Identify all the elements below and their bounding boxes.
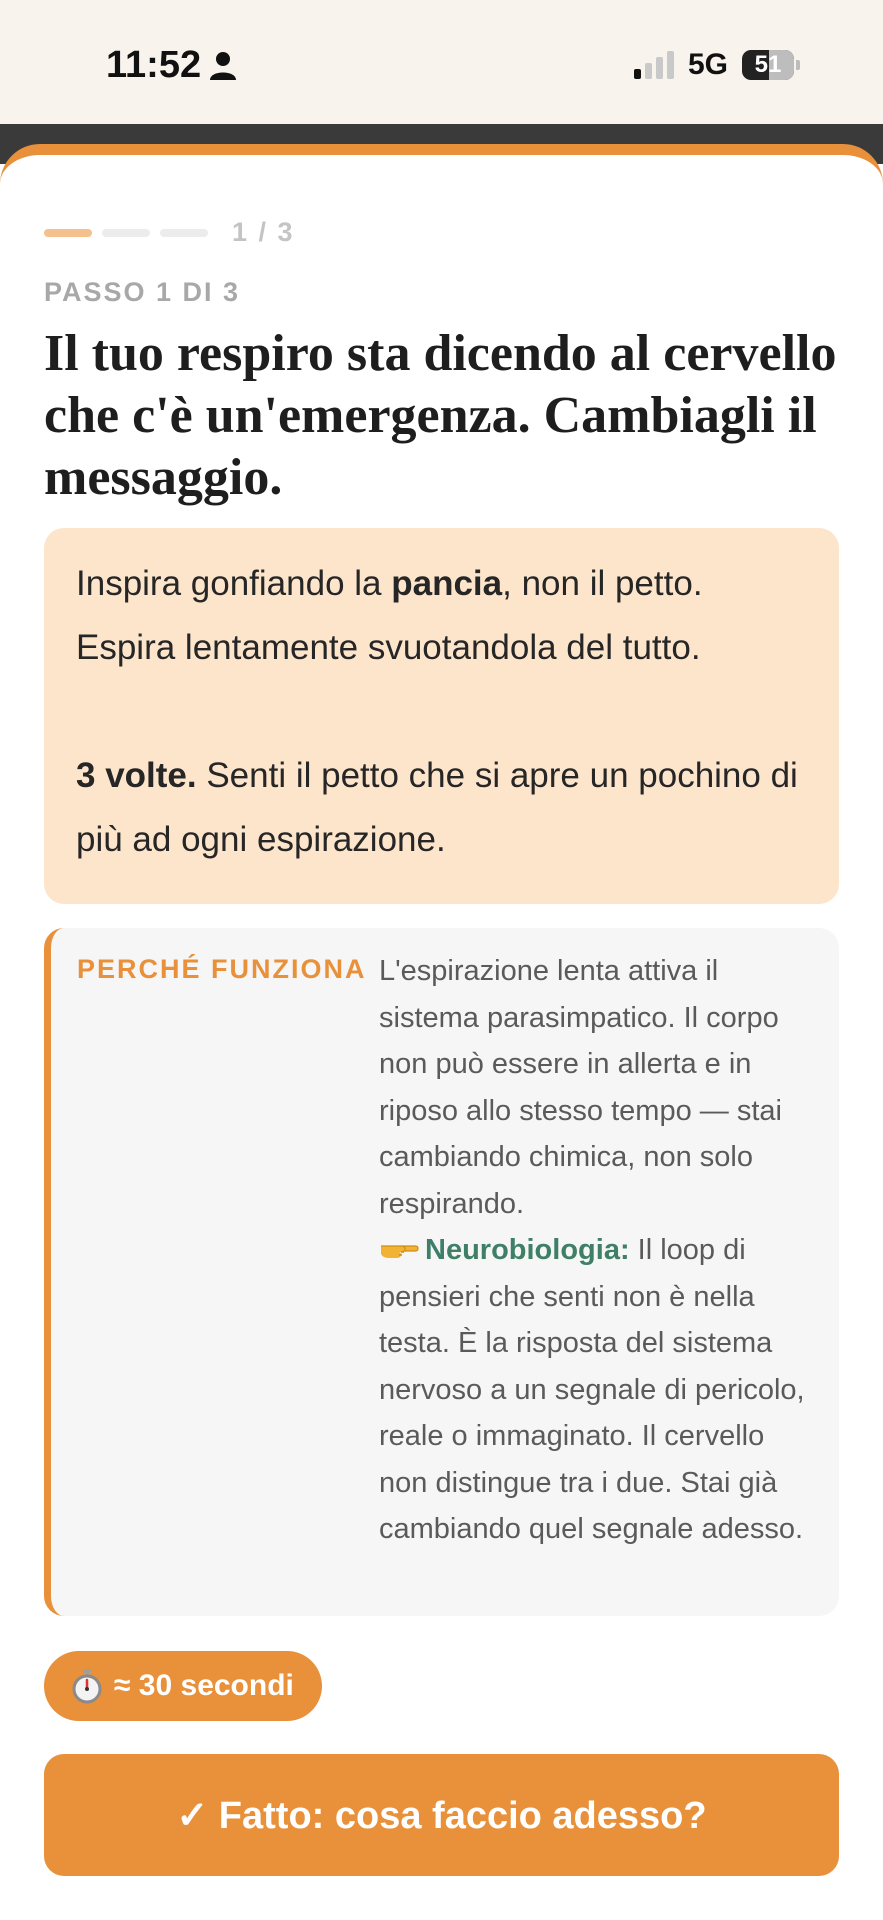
network-type: 5G [687,48,728,81]
battery-level: 51 [754,51,782,78]
progress-segment [160,229,208,237]
done-button[interactable]: ✓ Fatto: cosa faccio adesso? [44,1754,839,1876]
status-indicators [634,48,800,82]
person-icon [209,51,237,81]
progress-segment [102,229,150,237]
instruction-repeat: 3 volte. Senti il petto che si apre un pochino di più ad ogni espirazione. [76,756,798,859]
why-explanation: L'espirazione lenta attiva il sistema parasimpatico. Il corpo non può essere in allerta e in riposo allo stesso tempo — stai cambiando chimica, non solo respirando. [379,955,782,1220]
instruction-line-1: Inspira gonfiando la pancia, non il petto. [76,564,703,603]
instruction-line-2: Espira lentamente svuotandola del tutto. [76,628,701,667]
step-sheet [0,144,883,1920]
step-label: PASSO 1 DI 3 [44,277,241,307]
why-it-works-card [44,928,839,1616]
progress-count: 1 / 3 [232,217,295,247]
pointing-hand-icon [379,1236,419,1262]
stopwatch-icon [70,1668,104,1704]
time-text: 11:52 [106,44,202,86]
progress-segment [44,229,92,237]
why-text [379,948,819,1553]
signal-icon [634,51,674,79]
battery-icon [742,50,800,80]
duration-label: ≈ 30 secondi [114,1669,294,1702]
why-label: PERCHÉ FUNZIONA [77,954,367,984]
neuro-note: Neurobiologia: Il loop di pensieri che senti non è nella testa. È la risposta del sistema nervoso a un segnale di pericolo, reale o immaginato. Il cervello non distingue tra i due. Stai già cambiando quel segnale adesso. [379,1234,805,1545]
instruction-card [44,528,839,904]
status-bar [0,0,883,124]
step-title: Il tuo respiro sta dicendo al cervello che c'è un'emergenza. Cambiagli il messaggio. [44,325,837,506]
duration-pill [44,1651,322,1721]
step-progress [44,217,295,248]
status-time [106,44,237,87]
